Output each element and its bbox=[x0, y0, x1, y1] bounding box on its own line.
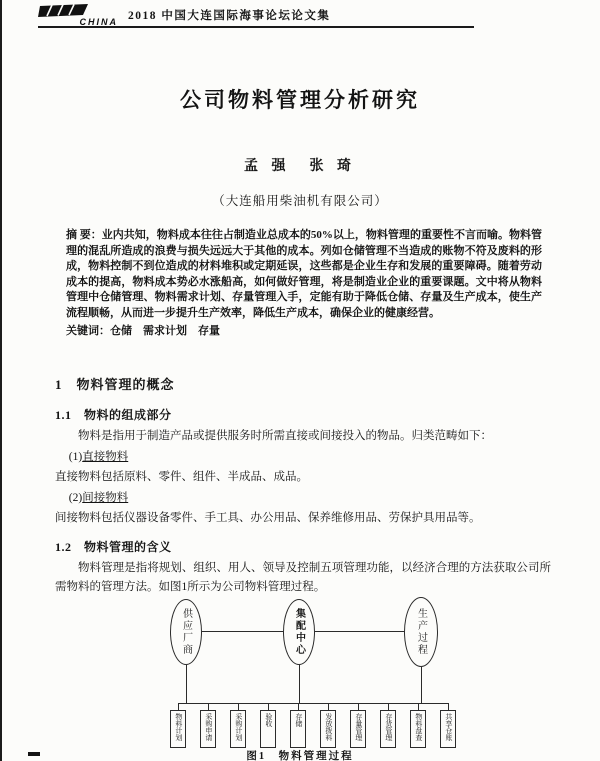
keywords-label: 关键词： bbox=[66, 325, 110, 337]
tick-line bbox=[298, 703, 299, 710]
section-1-1-heading: 1.1 物料的组成部分 bbox=[55, 408, 172, 422]
abstract-paragraph bbox=[66, 228, 542, 321]
item-1-number: (1) bbox=[68, 451, 83, 463]
item-1-label: 直接物料 bbox=[82, 451, 129, 463]
process-box-stock-mgmt: 存货管理 bbox=[380, 710, 396, 748]
proceedings-title: 2018 中国大连国际海事论坛论文集 bbox=[128, 9, 331, 22]
keywords-line bbox=[66, 324, 542, 340]
scan-edge-artifact bbox=[0, 0, 2, 761]
logo-text: CHINA bbox=[79, 16, 118, 27]
item-2-label: 间接物料 bbox=[82, 492, 129, 504]
paper-title: 公司物料管理分析研究 bbox=[180, 88, 420, 112]
page-header bbox=[38, 3, 474, 28]
tick-line bbox=[328, 703, 329, 710]
node-supplier: 供应厂商 bbox=[170, 599, 202, 665]
distribution-line bbox=[178, 703, 449, 704]
connector-line bbox=[186, 665, 187, 703]
process-box-storage: 存储 bbox=[290, 710, 306, 748]
process-box-acceptance: 验收 bbox=[260, 710, 276, 748]
node-production-process: 生产过程 bbox=[404, 597, 438, 667]
process-box-stocktaking: 物料盘查 bbox=[410, 710, 426, 748]
abstract-block bbox=[66, 228, 542, 340]
process-box-shared-account: 共享仓账 bbox=[440, 710, 456, 748]
abstract-text: 业内共知，物料成本往往占制造业总成本的50%以上，物料管理的重要性不言而喻。物料管理的混乱所造成的浪费与损失远远大于其他的成本。列如仓储管理不当造成的账物不符及废料的形成，物料控制不到位造成的材料堆积或定期延误，这些都是企业生存和发展的重要障碍。随着劳动成本的提高，物料成本势必水涨船高，如何做好管理，将是制造业企业的重要课题。文中将从物料管理中仓储管理、物料需求计划、存量管理入手，定能有助于降低仓储、存量及生产成本，使生产流程顺畅，从而进一步提升生产效率，降低生产成本，确保企业的健康经营。 bbox=[66, 229, 543, 319]
connector-line bbox=[202, 631, 283, 632]
connector-line bbox=[299, 665, 300, 703]
tick-line bbox=[268, 703, 269, 710]
affiliation: （大连船用柴油机有限公司） bbox=[212, 194, 388, 208]
direct-material-desc: 直接物料包括原料、零件、组件、半成品、成品。 bbox=[55, 471, 308, 483]
figure-caption: 图1 物料管理过程 bbox=[246, 751, 354, 761]
tick-line bbox=[238, 703, 239, 710]
connector-line bbox=[315, 631, 404, 632]
process-box-issue: 发放拨料 bbox=[320, 710, 336, 748]
process-box-material-plan: 物料计划 bbox=[170, 710, 186, 748]
conference-logo bbox=[38, 4, 118, 26]
section-1-1-intro: 物料是指用于制造产品或提供服务时所需直接或间接投入的物品。归类范畴如下： bbox=[78, 430, 492, 442]
tick-line bbox=[208, 703, 209, 710]
section-1-heading: 1 物料管理的概念 bbox=[55, 377, 175, 392]
process-box-purchase-plan: 采购计划 bbox=[230, 710, 246, 748]
node-distribution-center: 集配中心 bbox=[283, 599, 315, 665]
tick-line bbox=[358, 703, 359, 710]
tick-line bbox=[388, 703, 389, 710]
authors: 孟 强 张 琦 bbox=[244, 159, 356, 174]
indirect-material-item bbox=[55, 489, 551, 508]
keywords-text: 仓储 需求计划 存量 bbox=[110, 325, 220, 337]
indirect-material-desc: 间接物料包括仪器设备零件、手工具、办公用品、保养维修用品、劳保护具用品等。 bbox=[55, 512, 481, 524]
process-box-purchase-request: 采购申请 bbox=[200, 710, 216, 748]
connector-line bbox=[421, 667, 422, 703]
process-box-inventory-mgmt: 存量管理 bbox=[350, 710, 366, 748]
tick-line bbox=[418, 703, 419, 710]
item-2-number: (2) bbox=[68, 492, 83, 504]
section-1-2-body: 物料管理是指将规划、组织、用人、领导及控制五项管理功能，以经济合理的方法获取公司所需物料的管理方法。如图1所示为公司物料管理过程。 bbox=[55, 562, 551, 593]
direct-material-item bbox=[55, 448, 551, 467]
section-1-2-heading: 1.2 物料管理的含义 bbox=[55, 540, 172, 554]
tick-line bbox=[178, 703, 179, 710]
tick-line bbox=[448, 703, 449, 710]
abstract-label: 摘 要： bbox=[66, 229, 102, 241]
